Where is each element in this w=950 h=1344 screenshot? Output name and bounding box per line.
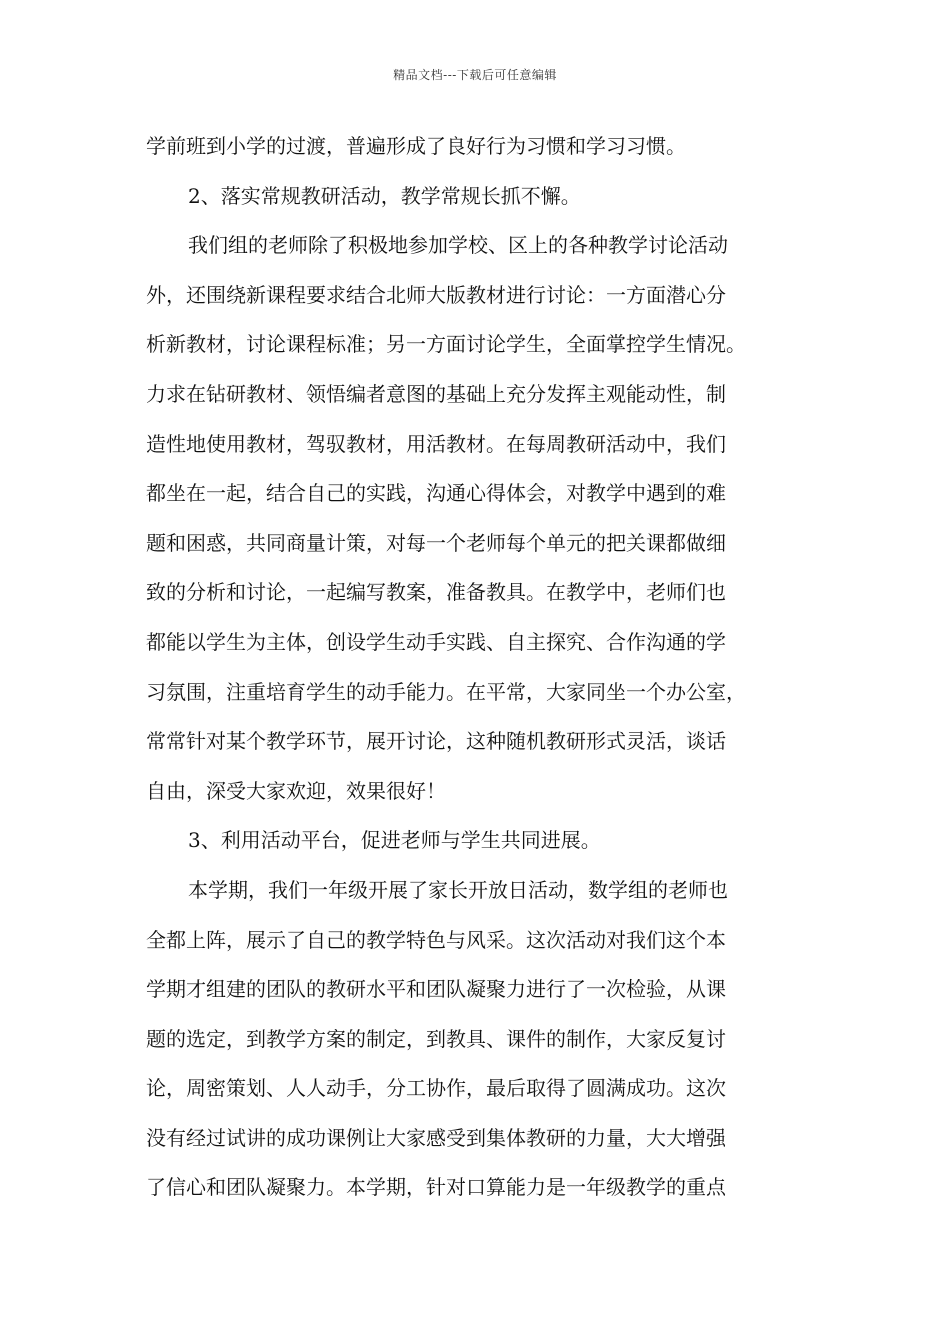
text-line: 题的选定，到教学方案的制定，到教具、课件的制作，大家反复讨: [146, 1026, 726, 1051]
text-line: 自由，深受大家欢迎，效果很好！: [146, 778, 446, 803]
text-line: 题和困惑，共同商量计策，对每一个老师每个单元的把关课都做细: [146, 530, 726, 555]
text-line: 致的分析和讨论，一起编写教案，准备教具。在教学中，老师们也: [146, 580, 726, 605]
page-header: 精品文档---下载后可任意编辑: [393, 68, 557, 82]
text-line: 了信心和团队凝聚力。本学期，针对口算能力是一年级教学的重点: [146, 1175, 726, 1200]
text-line: 学期才组建的团队的教研水平和团队凝聚力进行了一次检验，从课: [146, 977, 726, 1002]
text-line: 学前班到小学的过渡，普遍形成了良好行为习惯和学习习惯。: [146, 134, 686, 158]
text-line: 常常针对某个教学环节，展开讨论，这种随机教研形式灵活，谈话: [146, 729, 726, 754]
text-line: 都能以学生为主体，创设学生动手实践、自主探究、合作沟通的学: [146, 629, 726, 654]
text-line: 没有经过试讲的成功课例让大家感受到集体教研的力量，大大增强: [146, 1125, 726, 1150]
text-line: 力求在钻研教材、领悟编者意图的基础上充分发挥主观能动性，制: [146, 381, 726, 406]
text-line: 我们组的老师除了积极地参加学校、区上的各种教学讨论活动: [188, 233, 728, 258]
text-line: 析新教材，讨论课程标准；另一方面讨论学生，全面掌控学生情况。: [146, 332, 746, 357]
text-line: 都坐在一起，结合自己的实践，沟通心得体会，对教学中遇到的难: [146, 481, 726, 506]
document-body: [146, 122, 812, 1213]
text-line: 论，周密策划、人人动手，分工协作，最后取得了圆满成功。这次: [146, 1076, 726, 1101]
text-line: 外，还围绕新课程要求结合北师大版教材进行讨论：一方面潜心分: [146, 282, 726, 307]
text-line: 习氛围，注重培育学生的动手能力。在平常，大家同坐一个办公室，: [146, 679, 746, 704]
text-line: 全都上阵，展示了自己的教学特色与风采。这次活动对我们这个本: [146, 927, 726, 952]
text-line: 本学期，我们一年级开展了家长开放日活动，数学组的老师也: [188, 877, 728, 902]
text-line: 2、落实常规教研活动，教学常规长抓不懈。: [188, 183, 581, 208]
text-line: 3、利用活动平台，促进老师与学生共同进展。: [188, 828, 601, 853]
text-line: 造性地使用教材，驾驭教材，用活教材。在每周教研活动中，我们: [146, 431, 726, 456]
